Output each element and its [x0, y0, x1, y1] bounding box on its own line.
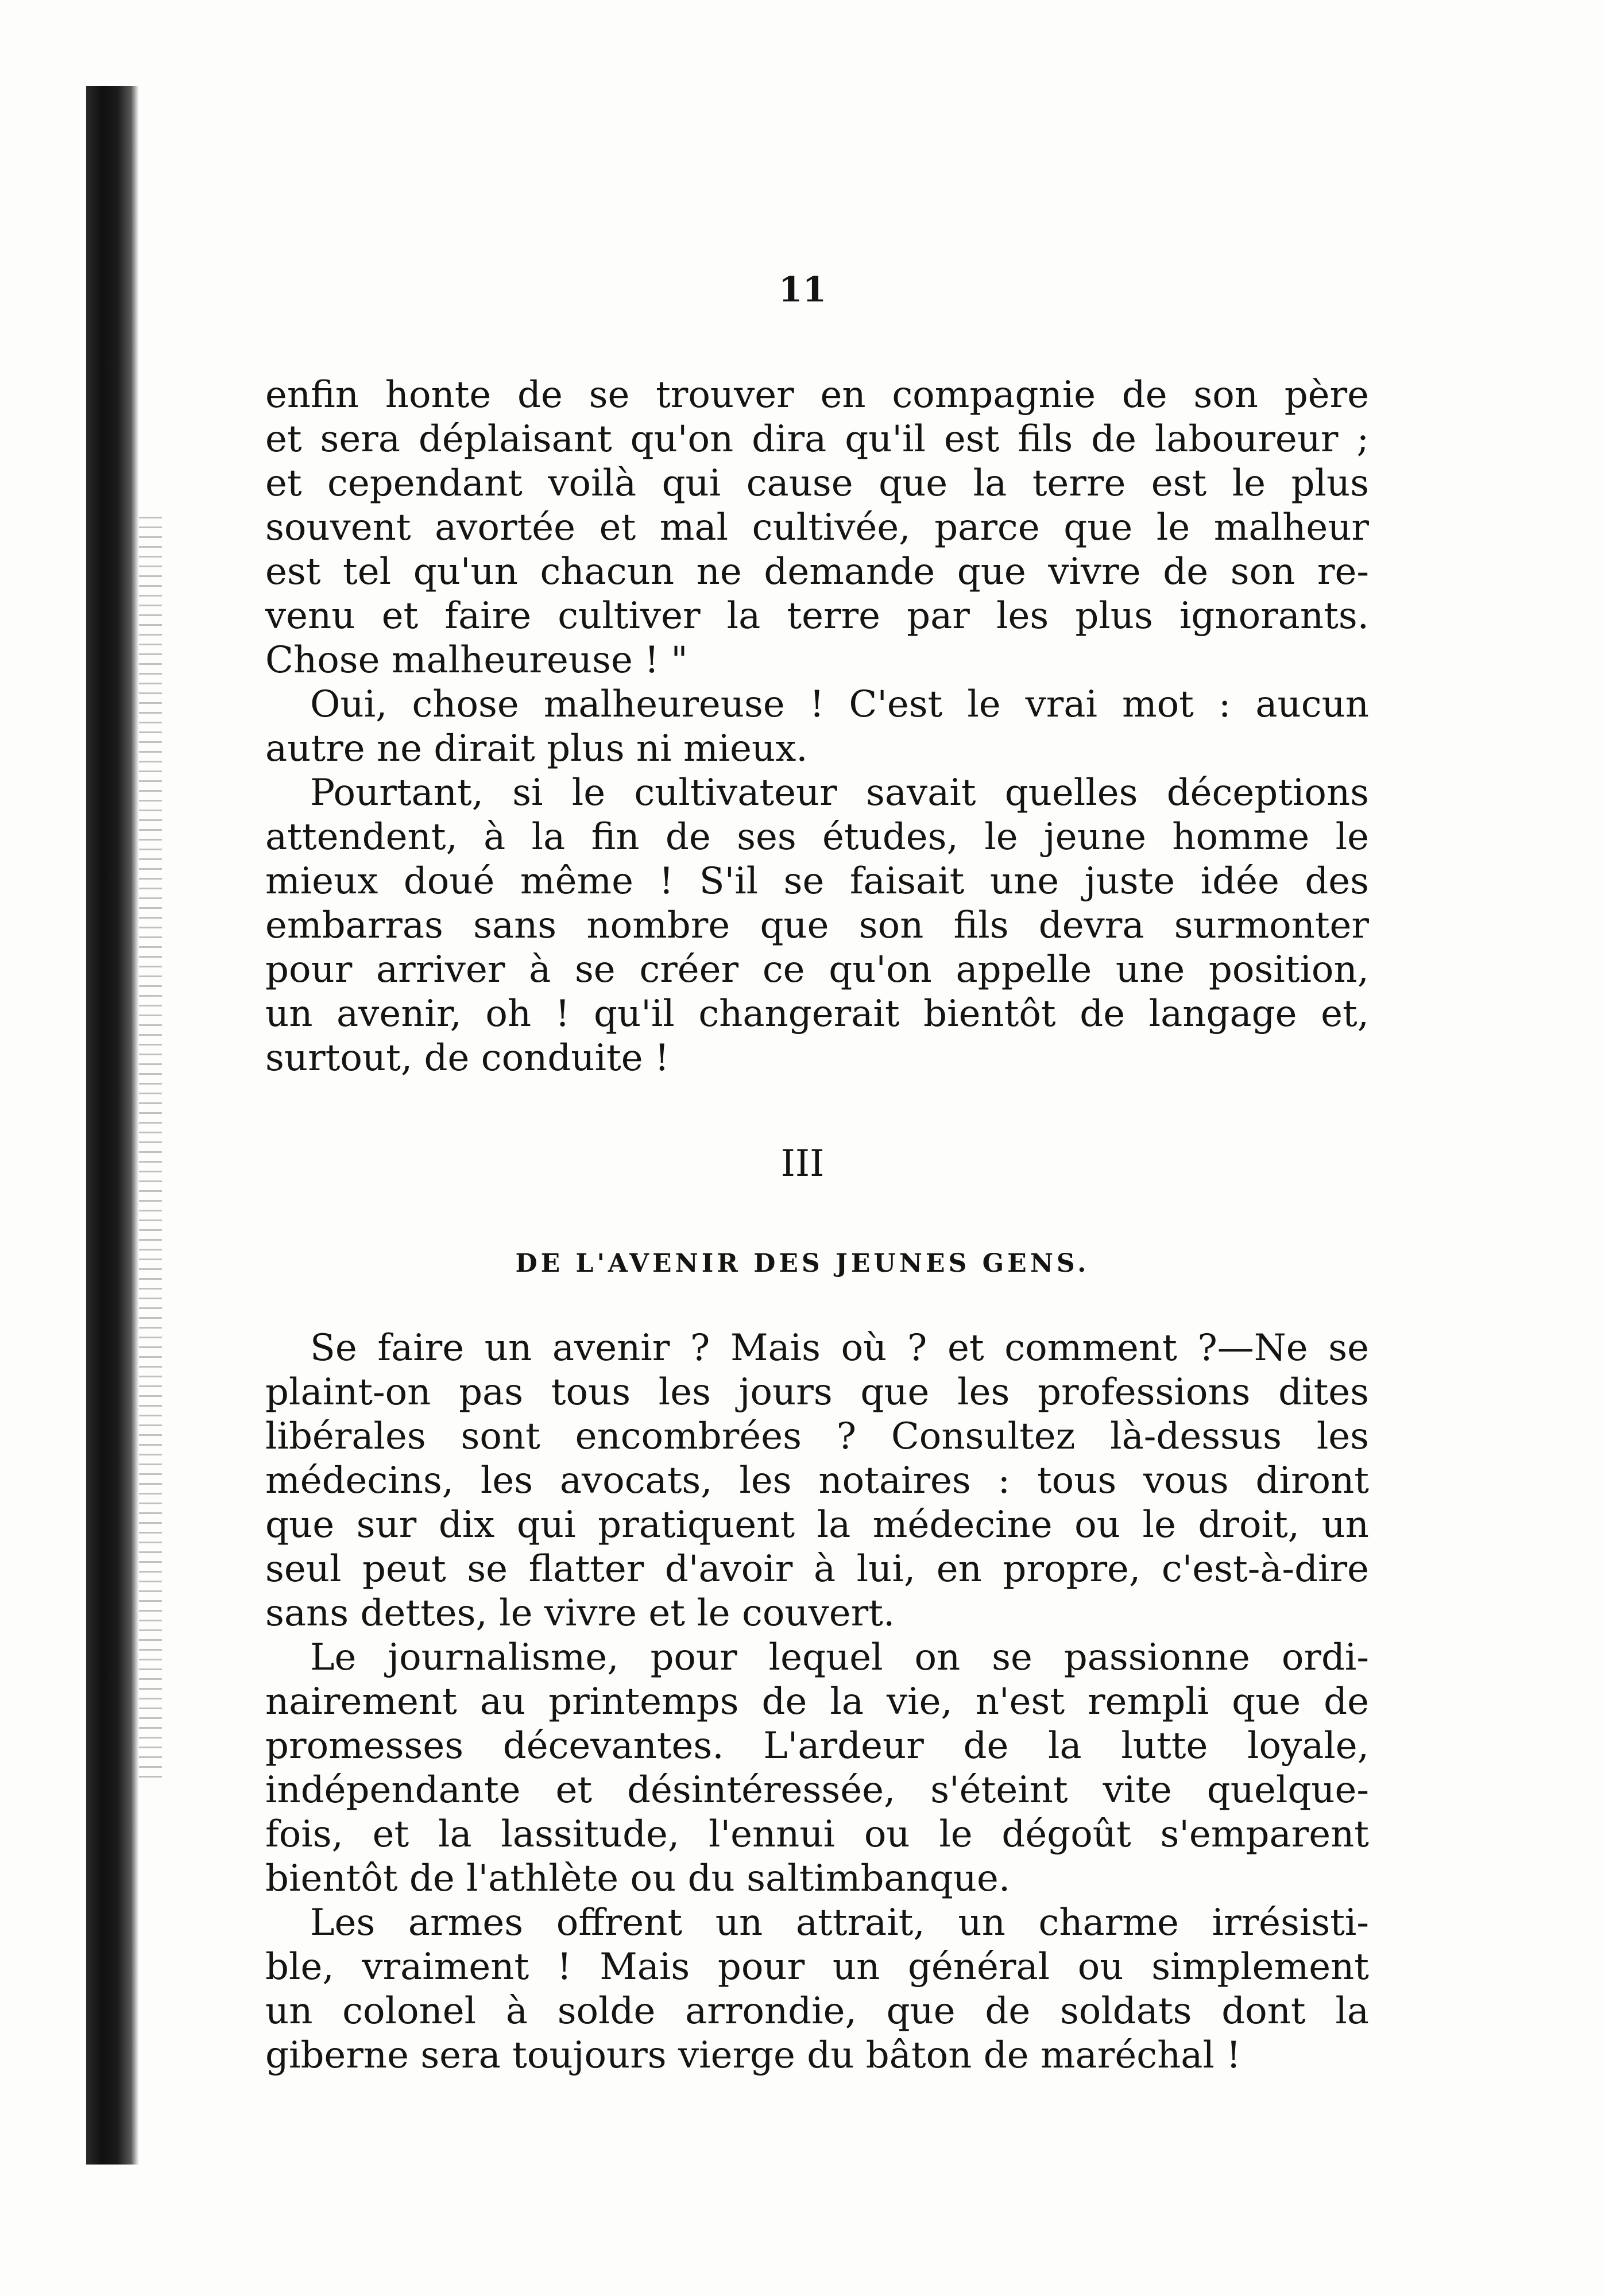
text-line: bientôt de l'athlète ou du saltimbanque.	[265, 1857, 1011, 1900]
text-line: médecins, les avocats, les notaires : tous vous diront	[265, 1459, 1369, 1502]
text-line: Pourtant, si le cultivateur savait quelles déceptions	[310, 772, 1369, 814]
text-line: souvent avortée et mal cultivée, parce que le malheur	[265, 506, 1369, 549]
text-line: giberne sera toujours vierge du bâton de maréchal !	[265, 2034, 1241, 2077]
text-line: mieux doué même ! S'il se faisait une juste idée des	[265, 860, 1369, 903]
text-line: surtout, de conduite !	[265, 1037, 670, 1079]
text-line: pour arriver à se créer ce qu'on appelle une position,	[265, 948, 1369, 991]
paragraph	[265, 771, 1369, 1081]
paragraph	[265, 1326, 1369, 1636]
text-block-top	[265, 373, 1369, 1081]
text-line: un colonel à solde arrondie, que de soldats dont la	[265, 1990, 1369, 2032]
section-number: III	[780, 1143, 825, 1185]
text-line: promesses décevantes. L'ardeur de la lutte loyale,	[265, 1725, 1369, 1767]
text-line: plaint-on pas tous les jours que les professions dites	[265, 1371, 1369, 1414]
paragraph	[265, 1901, 1369, 2078]
text-line: que sur dix qui pratiquent la médecine ou le droit, un	[265, 1504, 1369, 1546]
text-line: libérales sont encombrées ? Consultez là-dessus les	[265, 1415, 1369, 1458]
text-line: fois, et la lassitude, l'ennui ou le dégoût s'emparent	[265, 1813, 1369, 1856]
paragraph	[265, 1636, 1369, 1901]
text-line: nairement au printemps de la vie, n'est rempli que de	[265, 1681, 1369, 1723]
text-block-bottom	[265, 1326, 1369, 2078]
text-line: autre ne dirait plus ni mieux.	[265, 727, 808, 770]
paragraph	[265, 373, 1369, 683]
text-line: Les armes offrent un attrait, un charme irrésisti-	[310, 1902, 1369, 1944]
text-line: Se faire un avenir ? Mais où ? et comment ?—Ne se	[310, 1327, 1369, 1369]
text-line: ble, vraiment ! Mais pour un général ou simplement	[265, 1946, 1369, 1988]
text-line: et cependant voilà qui cause que la terre est le plus	[265, 462, 1369, 505]
paragraph	[265, 683, 1369, 771]
text-line: embarras sans nombre que son fils devra surmonter	[265, 904, 1369, 947]
page-number: 11	[778, 270, 827, 310]
text-line: attendent, à la fin de ses études, le jeune homme le	[265, 816, 1369, 858]
text-line: Oui, chose malheureuse ! C'est le vrai mot : aucun	[310, 683, 1369, 726]
text-line: enfin honte de se trouver en compagnie de son père	[265, 374, 1369, 416]
text-line: Chose malheureuse ! "	[265, 639, 688, 682]
text-line: et sera déplaisant qu'on dira qu'il est fils de laboureur ;	[265, 418, 1369, 460]
text-line: est tel qu'un chacun ne demande que vivre de son re-	[265, 551, 1369, 593]
text-line: seul peut se flatter d'avoir à lui, en propre, c'est-à-dire	[265, 1548, 1369, 1590]
text-line: un avenir, oh ! qu'il changerait bientôt de langage et,	[265, 993, 1369, 1035]
section-heading: DE L'AVENIR DES JEUNES GENS.	[515, 1249, 1090, 1278]
text-line: Le journalisme, pour lequel on se passionne ordi-	[310, 1636, 1369, 1679]
text-line: indépendante et désintéressée, s'éteint vite quelque-	[265, 1769, 1369, 1811]
text-line: sans dettes, le vivre et le couvert.	[265, 1592, 895, 1635]
book-binding-edge	[86, 86, 139, 2165]
text-line: venu et faire cultiver la terre par les plus ignorants.	[265, 595, 1369, 637]
